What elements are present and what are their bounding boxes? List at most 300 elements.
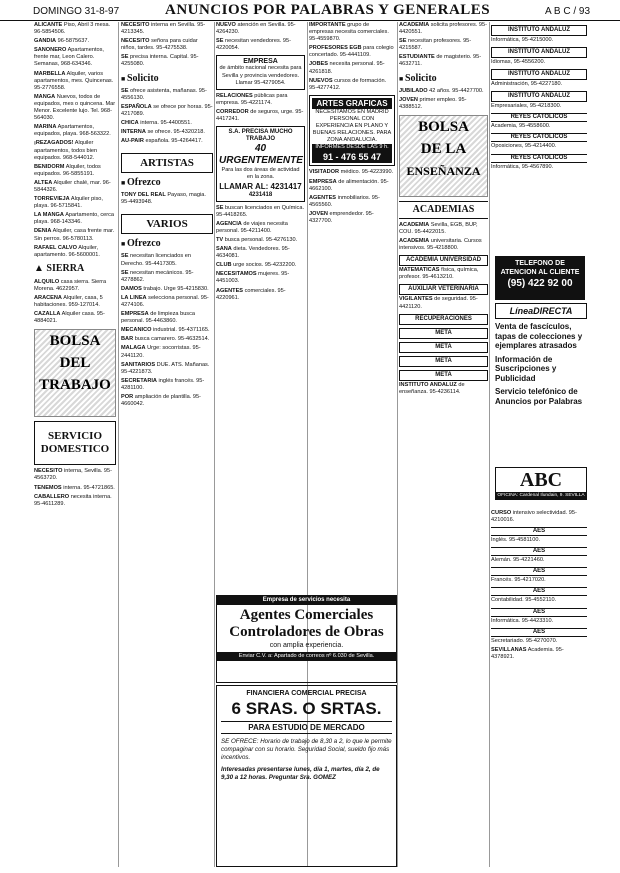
ad-item [309, 211, 395, 225]
bolsa-word: TRABAJO [39, 377, 111, 394]
ad-body: Alquiler chalé, mar. 96-5844326. [34, 179, 111, 193]
ad-body: señora para cuidar niños, tardes. 95-4275538. [121, 38, 198, 52]
ad-item [34, 38, 116, 45]
ad-body: ampliación de plantilla. 95-4660042. [121, 394, 201, 408]
ad-body: interna. 95-4400551. [140, 119, 192, 126]
ad-item [121, 394, 213, 408]
venta-text: Venta de fascículos, tapas de colecciones y ejemplares atrasados [495, 322, 583, 350]
ad-keyword: AGENTES [216, 287, 244, 294]
ad-keyword: SE [216, 204, 224, 211]
ad-item [34, 94, 116, 122]
ad-body: trabajo. Urge 95-4215830. [143, 285, 209, 292]
ad-keyword: JOVEN [399, 96, 418, 103]
academias-heading: ACADEMIAS [399, 201, 488, 219]
column-4 [309, 22, 395, 592]
ad-item [399, 222, 488, 236]
ad-body: Apartamento, cerca playa. 968-143346. [34, 212, 115, 226]
ad-keyword: SE [121, 269, 129, 276]
meta-title: META [399, 342, 488, 353]
ad-body: Nuevos, todos de equipados, mes o quincena. Mar Menor. Excelente lujo. Tel. 968-564030. [34, 93, 116, 122]
ad-keyword: AU-PAIR [121, 138, 144, 145]
ad-b-line1: Agentes Comerciales [239, 607, 374, 623]
ad-keyword: SE [399, 38, 407, 45]
ad-body: se ofrece. 95-4320218. [147, 129, 205, 136]
ad-keyword: EMPRESA [121, 311, 149, 318]
ad-body: se ofrece por horas. 95-4217089. [121, 103, 213, 117]
ad-item [399, 54, 488, 68]
ad-keyword: SE [121, 253, 129, 260]
ad-body: selecciona personal. 95-4274106. [121, 294, 209, 308]
ad-c-big: 6 SRAS. O SRTAS. [231, 699, 382, 718]
ad-item [34, 47, 116, 68]
ad-body: públicas para empresa. 95-4221174. [216, 92, 288, 106]
ad-keyword: CHICA [121, 119, 139, 126]
ad-keyword: CABALLERO [34, 493, 70, 500]
ad-keyword: RELACIONES [216, 92, 253, 99]
ad-body: ofrece asistenta, mañanas. 95-4556130. [121, 87, 207, 101]
ad-item [399, 97, 488, 111]
ad-keyword: MANGA [34, 93, 56, 100]
ad-keyword: NECESITO [121, 38, 150, 45]
aes-body: Contabilidad. 95-4552110. [491, 597, 557, 604]
aes-body: Alemán. 95-4221460. [491, 557, 545, 564]
varios-heading: VARIOS [121, 214, 213, 234]
ad-keyword: DAMOS [121, 285, 142, 292]
ad-body: Urge: socorristas. 95-2441120. [121, 345, 201, 359]
ad-keyword: ALICANTE [34, 22, 63, 28]
ad-item [34, 311, 116, 325]
ad-keyword: JOVEN [309, 210, 328, 217]
ad-item [121, 54, 213, 68]
ad-keyword: ESPAÑOLA [121, 103, 152, 110]
ad-keyword: INTERNA [121, 129, 146, 136]
column-6-lower [491, 510, 587, 865]
reyes-catolicos-body: Academia, 95-4558600. [491, 123, 551, 130]
ad-body: emprendedor. 95-4327700. [309, 210, 374, 224]
ad-body: cursos de formación. 95-4277412. [309, 77, 387, 91]
ad-body: Alquiler, casa, 5 habitaciones. 959-127014. [34, 295, 103, 309]
ad-b-sub: con amplia experiencia. [269, 642, 344, 649]
ad-body: Alquiler, casa frente mar. Sin perros. 96-5780113. [34, 228, 115, 242]
empresa-body: de ámbito nacional necesita para Sevilla y provincia vendedores. Llamar 95-4279054. [219, 65, 302, 86]
ad-body: 42 años. 95-4427700. [429, 87, 484, 94]
ad-item [121, 38, 213, 52]
ad-keyword: MALAGA [121, 345, 146, 352]
ad-item [121, 327, 213, 334]
ad-keyword: ARACENA [34, 295, 62, 301]
ad-item [309, 195, 395, 209]
ad-keyword: RAFAEL CALVO [34, 244, 77, 251]
ad-keyword: JOBES [309, 61, 328, 68]
services-list [495, 322, 587, 406]
ad-item [121, 286, 213, 293]
ad-item [121, 253, 213, 267]
ad-body: Payaso, magia. 95-4493948. [121, 192, 206, 206]
ad-body: 96-5875637. [57, 38, 90, 45]
ad-b-foot: Enviar C.V. a: Apartado de correos nº 6.030 de Sevilla. [217, 652, 396, 661]
ad-b-line2: Controladores de Obras [229, 624, 384, 640]
ad-item [216, 262, 305, 269]
phone-title: TELEFONO DE ATENCION AL CLIENTE [500, 260, 580, 276]
column-rule [397, 22, 398, 867]
ad-body: española. 95-4264417. [145, 138, 203, 145]
ads-list [399, 22, 488, 69]
aes-body: Informática. 95-4423310. [491, 617, 554, 624]
section-solicito: ■ Solicito [399, 73, 488, 85]
section-sierra [34, 262, 116, 276]
instituto-title: INSTITUTO ANDALUZ [491, 47, 587, 58]
ad-keyword: BENIDORM [34, 163, 65, 170]
ad-keyword: SE [216, 38, 224, 45]
ad-body: de magisterio. 95-4632711. [399, 54, 482, 68]
ad-keyword: SE [121, 87, 129, 94]
ad-body: casa sierra. Sierra Morena. 4622957. [34, 278, 107, 292]
ad-item [399, 22, 488, 36]
ads-list [34, 22, 116, 259]
ad-item [121, 104, 213, 118]
ad-body: busca camarero. 95-4632514. [134, 336, 210, 343]
column-2 [121, 22, 213, 867]
artes-graficas-box [309, 95, 395, 167]
ad-body: primer empleo. 95-4388512. [399, 96, 467, 110]
aes-title: AES [491, 567, 587, 576]
artes-phone: 91 - 476 55 47 [312, 151, 392, 163]
empresa-title: EMPRESA [243, 58, 278, 66]
ad-c-body: SE OFRECE: Horario de trabajo de 8,30 a 2, lo que le permite compaginar con su horario. Seguridad Social, sueldo fijo más incentivos. [221, 738, 392, 761]
ad-keyword: CLUB [216, 262, 232, 269]
ad-keyword: GANDIA [34, 38, 57, 45]
section-ofrezco-2: ■ Ofrezco [121, 238, 213, 250]
ad-body: universitaria. Cursos intensivos. 95-4218800. [399, 238, 482, 252]
ad-keyword: VIGILANTES [399, 296, 433, 303]
ad-item [121, 192, 213, 206]
ad-body: de seguros, urge. 95-4417241. [216, 108, 304, 123]
ad-item [121, 88, 213, 102]
ad-keyword: NECESITO [121, 22, 150, 28]
ad-keyword: ACADEMIA [399, 238, 430, 245]
ad-item [121, 22, 213, 36]
ad-body: Sevilla, EGB, BUP, COU. 95-4422015. [399, 221, 478, 235]
ad-body: Para las dos áreas de actividad en la zona. [221, 167, 300, 181]
ad-item [34, 212, 116, 226]
ad-keyword: TORREVIEJA [34, 196, 70, 203]
reyes-catolicos-title: REYES CATOLICOS [491, 154, 587, 163]
ad-item [309, 78, 395, 92]
ad-keyword: DENIA [34, 228, 52, 235]
header-date: DOMINGO 31-8-97 [33, 6, 120, 17]
ad-body: médico. 95-4223990. [340, 169, 394, 176]
ad-mucho-trabajo [216, 126, 305, 201]
ad-body: física, química, profesor. 95-4613210. [399, 267, 479, 281]
section-title: ANUNCIOS POR PALABRAS Y GENERALES [165, 2, 491, 18]
ad-item [34, 140, 116, 161]
instituto-title: INSTITUTO ANDALUZ [491, 69, 587, 80]
ad-keyword: LA LINEA [121, 294, 147, 301]
ad-item [216, 221, 305, 235]
ad-keyword: LA MANGA [34, 212, 64, 219]
ad-item [121, 378, 213, 392]
ad-item [309, 61, 395, 75]
ad-keyword: ACADEMIA [399, 221, 430, 228]
ad-body: necesita personal. 95-4261818. [309, 61, 385, 75]
page-number: A B C / 93 [545, 6, 591, 17]
instituto-body: Administración, 95-4227180. [491, 81, 563, 88]
abc-logo-box [495, 467, 587, 500]
ad-keyword: CURSO [491, 510, 512, 516]
aes-title: AES [491, 628, 587, 637]
ads-list-2 [309, 169, 395, 225]
reyes-catolicos-body: Oposiciones, 95-4214400. [491, 143, 557, 150]
ad-body: necesitan vendedores. 95-4220054. [216, 38, 291, 52]
bolsa-word: BOLSA [418, 118, 469, 135]
aes-title: AES [491, 587, 587, 596]
ad-c-foot: Interesadas presentarse lunes, día 1, martes, día 2, de 9,30 a 12 horas. Preguntar Sra. GOMEZ [221, 766, 380, 781]
ad-body: interna. 95-4721865. [63, 484, 115, 491]
aes-body: Secretariado. 95-4270070. [491, 637, 558, 644]
ad-keyword: AGENCIA [216, 220, 242, 227]
ad-item [121, 311, 213, 325]
ad-c-sub: PARA ESTUDIO DE MERCADO [221, 721, 392, 734]
ad-body: Academia. 95-4378921. [491, 646, 564, 660]
ad-keyword: SECRETARIA [121, 377, 157, 384]
ad-item [34, 164, 116, 178]
ad-keyword: ESTUDIANTE [399, 54, 435, 61]
section-ofrezco: ■ Ofrezco [121, 177, 213, 189]
ad-head: S.A. PRECISA MUCHO TRABAJO [228, 129, 293, 143]
servicio-domestico-heading: SERVICIO DOMESTICO [34, 421, 116, 465]
ad-keyword: ¡REZAGADOS! [34, 140, 74, 147]
ad-item [216, 246, 305, 260]
ad-item [309, 179, 395, 193]
column-rule [489, 22, 490, 867]
academias-list [399, 222, 488, 252]
ad-item [34, 468, 116, 482]
ad-item [34, 22, 116, 36]
ad-body: Alquiler, apartamento. 96-5600001. [34, 244, 100, 258]
ad-body: para colegio concertado. 95-4441109. [309, 45, 394, 59]
sd-list [34, 468, 116, 507]
ad-keyword: EMPRESA [309, 178, 337, 185]
ad-body: necesitan profesores. 95-4215587. [399, 38, 472, 52]
ad-body: busca personal. 95-4276130. [224, 236, 298, 243]
column-6 [491, 22, 587, 252]
ad-agentes-comerciales [216, 595, 397, 683]
ad-body: de viajes necesita personal. 95-4211400. [216, 220, 288, 234]
atencion-cliente-box [495, 256, 585, 300]
ad-item [121, 345, 213, 359]
aes-body: Francés. 95-4217020. [491, 577, 546, 584]
ad-item [399, 296, 488, 310]
ad-body: industrial. 95-4371165. [153, 327, 210, 334]
ad-item [121, 362, 213, 376]
ad-body: necesita interna. 95-4611289. [34, 493, 112, 507]
artes-title: ARTES GRAFICAS [312, 98, 392, 109]
ad-keyword: CAZALLA [34, 311, 61, 318]
ad-item [121, 295, 213, 309]
ad-item [309, 22, 395, 43]
ad-keyword: MARINA [34, 124, 57, 131]
ads-list-2 [216, 93, 305, 123]
ad-item [309, 45, 395, 59]
ad-keyword: NUEVO [216, 22, 236, 28]
ad-item [34, 124, 116, 138]
ad-body: necesitan mecánicos. 95-4278862. [121, 269, 194, 283]
section-solicito: ■ Solicito [121, 73, 213, 85]
bolsa-ensenanza-logo [399, 115, 488, 197]
aes-title: AES [491, 547, 587, 556]
ads-list [121, 22, 213, 69]
ad-phone-2: 4231418 [248, 191, 273, 198]
ad-body: atención en Sevilla. 95-4264230. [216, 22, 296, 36]
ad-body: solicita profesores. 95-4420551. [399, 22, 487, 36]
ad-body: necesitan licenciados en Derecho. 95-4417305. [121, 253, 191, 267]
ofrezco-list [121, 192, 213, 206]
ad-item [34, 279, 116, 293]
bolsa-word: ENSEÑANZA [406, 163, 481, 178]
ad-keyword: ALTEA [34, 179, 53, 186]
ad-body: Apartamentos, equipados, playa. 968-563322. [34, 124, 111, 138]
ad-financiera [216, 685, 397, 867]
ad-keyword: TENEMOS [34, 484, 62, 491]
ad-item [121, 336, 213, 343]
ad-keyword: SEVILLANAS [491, 646, 527, 653]
ad-body: precisa interna. Capital. 95-4255080. [121, 54, 199, 68]
reyes-catolicos-body: Informática, 95-4567890. [491, 163, 554, 170]
ad-item [399, 88, 488, 95]
ad-item [34, 196, 116, 210]
ad-body: Alquiler casa. 95-4884021. [34, 311, 105, 325]
ad-keyword: SANONERO [34, 47, 67, 54]
ad-item [399, 238, 488, 252]
ad-item [399, 382, 488, 396]
ad-item [491, 510, 587, 524]
ad-item [399, 38, 488, 52]
ad-body: Apartamentos, frente mar, Leon Calero. Semanas, 968-634346. [34, 47, 104, 68]
ads-list-3 [399, 296, 488, 310]
academia-universidad-title: ACADEMIA UNIVERSIDAD [399, 255, 488, 266]
instituto-title: INSTITUTO ANDALUZ [491, 91, 587, 102]
ad-item [216, 205, 305, 219]
ad-item [34, 245, 116, 259]
ad-item [216, 271, 305, 285]
ad-body: inmobiliarios. 95-4565560. [309, 194, 380, 208]
ad-item [216, 288, 305, 302]
ad-item [121, 120, 213, 127]
ad-body: de alimentación. 95-4662100. [309, 178, 389, 192]
abc-logo: ABC [519, 469, 563, 491]
ad-item [34, 180, 116, 194]
ad-item [121, 270, 213, 284]
aes-title: AES [491, 608, 587, 617]
ad-item [216, 109, 305, 123]
ad-keyword: TV [216, 236, 224, 243]
ad-item [34, 295, 116, 309]
ad-body: de seguridad. 95-4421120. [399, 296, 478, 310]
ad-item [216, 93, 305, 107]
ad-body: Piso, Abril 3 mesa. 96-5854506. [34, 22, 111, 36]
ad-body: DUE. ATS. Mañanas. 95-4221873. [121, 361, 210, 375]
ad-call: LLAMAR AL: 4231417 [219, 181, 302, 191]
oficina-text: OFICINA: Cardenal Ilundain, 9. SEVILLA [497, 493, 585, 498]
artes-body: NECESITAMOS EN MADRID PERSONAL CON EXPERIENCIA EN PLANO Y BUENAS RELACIONES. PARA ZONA ANDALUCIA. [312, 108, 392, 144]
ad-mid: 40 URGENTEMENTE [219, 143, 303, 167]
ad-keyword: NECESITAMOS [216, 271, 257, 278]
ad-keyword: TONY DEL REAL [121, 192, 166, 199]
page-header [0, 0, 620, 21]
instituto-body: Empresariales, 95-4218300. [491, 103, 562, 110]
ad-item [399, 267, 488, 281]
solicito-list [399, 88, 488, 111]
linea-directa-logo: LíneaDIRECTA [495, 303, 587, 319]
sierra-list [34, 279, 116, 326]
bolsa-word: DE LA [420, 140, 467, 157]
ad-item [121, 129, 213, 136]
auxiliar-veterinaria-title: AUXILIAR VETERINARIA [399, 284, 488, 295]
ad-body: de enseñanza. 95-4236114. [399, 381, 465, 395]
instituto-body: Idiomas, 95-4556200. [491, 59, 546, 66]
ad-item [34, 71, 116, 92]
meta-title: META [399, 370, 488, 381]
ad-keyword: NUEVOS [309, 77, 333, 84]
ad-keyword: VISITADOR [309, 169, 340, 176]
solicito-list [121, 88, 213, 146]
ad-item [216, 22, 305, 36]
ad-item [216, 237, 305, 244]
ad-item [34, 494, 116, 508]
column-3 [216, 22, 305, 432]
info-text: Información de Suscripciones y Publicidad [495, 354, 557, 383]
bolsa-word: DEL [59, 355, 91, 372]
ad-keyword: MARBELLA [34, 70, 66, 77]
ad-keyword: AGENTES [309, 194, 337, 201]
instituto-body: Informática, 95-4215000. [491, 37, 554, 43]
ad-body: inglés francés. 95-4281100. [121, 377, 205, 391]
ad-keyword: BAR [121, 336, 134, 343]
column-5 [399, 22, 488, 867]
ad-body: urge socios. 95-4232200. [233, 262, 297, 269]
reyes-catolicos-title: REYES CATOLICOS [491, 133, 587, 142]
ad-keyword: IMPORTANTE [309, 22, 346, 28]
varios-list [121, 253, 213, 408]
ad-item [121, 138, 213, 145]
ad-keyword: SE [121, 54, 129, 61]
ads-list [216, 22, 305, 52]
ad-body: mujeres. 95-4451003. [216, 271, 290, 285]
column-rule [118, 22, 119, 867]
ad-body: comerciales. 95-4220961. [216, 287, 286, 301]
ad-keyword: ALQUILO [34, 278, 60, 285]
phone-number: (95) 422 92 00 [507, 278, 573, 289]
servicio-text: Servicio telefónico de Anuncios por Palabras [495, 387, 583, 406]
reyes-catolicos-title: REYES CATOLICOS [491, 113, 587, 122]
artistas-heading: ARTISTAS [121, 153, 213, 173]
ad-body: Alquiler, todos equipados. 96-5855191. [34, 163, 101, 177]
ad-keyword: SANA [216, 246, 232, 253]
ad-keyword: ACADEMIA [399, 22, 430, 28]
ad-keyword: NECESITO [34, 468, 63, 475]
ad-body: Alquiler piso, playa. 96-5715841. [34, 196, 103, 210]
ad-b-top: Empresa de servicios necesita [217, 596, 396, 605]
ads-list [491, 510, 587, 524]
ad-keyword: SANITARIOS [121, 361, 156, 368]
bolsa-trabajo-logo [34, 329, 116, 417]
ads-list-4 [399, 382, 488, 396]
ad-body: intensivo selectividad. 95-4210016. [491, 510, 577, 524]
ad-keyword: INSTITUTO ANDALUZ [399, 381, 457, 388]
meta-title: META [399, 356, 488, 367]
ads-list-3 [216, 205, 305, 302]
recuperaciones-title: RECUPERACIONES [399, 314, 488, 325]
